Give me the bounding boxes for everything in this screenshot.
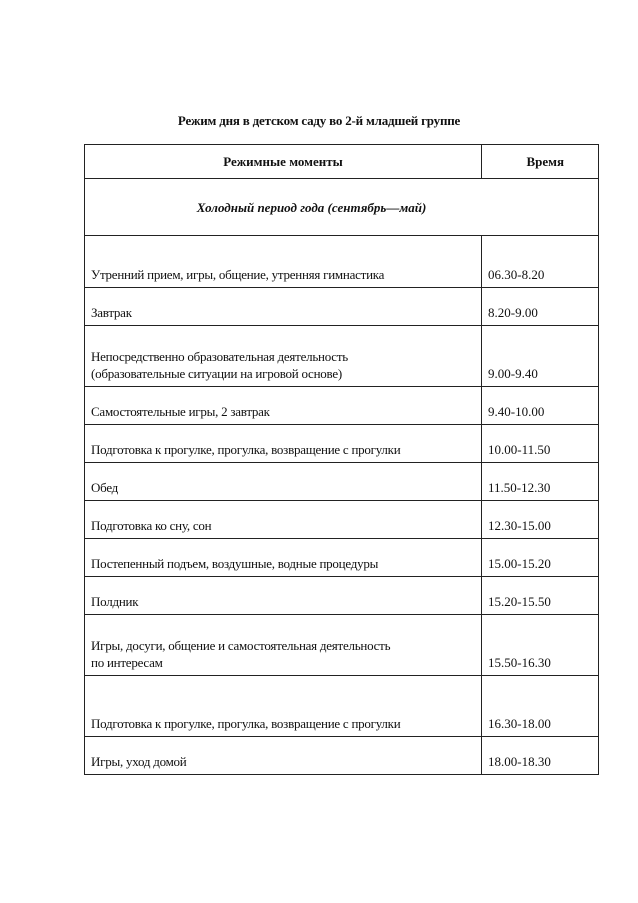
time-cell: 9.40-10.00 — [482, 387, 599, 425]
time-cell: 8.20-9.00 — [482, 288, 599, 326]
time-cell: 11.50-12.30 — [482, 463, 599, 501]
time-cell: 12.30-15.00 — [482, 501, 599, 539]
activity-cell: Самостоятельные игры, 2 завтрак — [85, 387, 482, 425]
activity-line: (образовательные ситуации на игровой основе) — [91, 366, 342, 381]
table-row — [85, 288, 599, 326]
activity-cell: Полдник — [85, 577, 482, 615]
activity-line: по интересам — [91, 655, 163, 670]
activity-cell: Подготовка ко сну, сон — [85, 501, 482, 539]
table-row — [85, 236, 599, 288]
table-row — [85, 326, 599, 387]
time-cell: 10.00-11.50 — [482, 425, 599, 463]
period-label: Холодный период года (сентябрь—май) — [85, 179, 599, 236]
time-cell: 15.00-15.20 — [482, 539, 599, 577]
table-row — [85, 425, 599, 463]
time-cell: 06.30-8.20 — [482, 236, 599, 288]
table-header-row — [85, 145, 599, 179]
activity-line: Непосредственно образовательная деятельность — [91, 349, 348, 364]
schedule-table — [84, 144, 599, 775]
time-cell: 9.00-9.40 — [482, 326, 599, 387]
table-row — [85, 615, 599, 676]
activity-cell: Подготовка к прогулке, прогулка, возвращение с прогулки — [85, 676, 482, 737]
column-header-time: Время — [482, 145, 599, 179]
table-row — [85, 387, 599, 425]
activity-cell: Подготовка к прогулке, прогулка, возвращение с прогулки — [85, 425, 482, 463]
activity-cell — [85, 326, 482, 387]
activity-cell — [85, 615, 482, 676]
time-cell: 16.30-18.00 — [482, 676, 599, 737]
table-row — [85, 501, 599, 539]
table-row — [85, 676, 599, 737]
activity-cell: Постепенный подъем, воздушные, водные процедуры — [85, 539, 482, 577]
time-cell: 18.00-18.30 — [482, 737, 599, 775]
column-header-activity: Режимные моменты — [85, 145, 482, 179]
table-row — [85, 539, 599, 577]
time-cell: 15.20-15.50 — [482, 577, 599, 615]
activity-cell: Обед — [85, 463, 482, 501]
time-cell: 15.50-16.30 — [482, 615, 599, 676]
activity-line: Игры, досуги, общение и самостоятельная деятельность — [91, 638, 391, 653]
table-row — [85, 463, 599, 501]
page-title: Режим дня в детском саду во 2-й младшей группе — [177, 113, 461, 128]
activity-cell: Утренний прием, игры, общение, утренняя гимнастика — [85, 236, 482, 288]
activity-cell: Игры, уход домой — [85, 737, 482, 775]
activity-cell: Завтрак — [85, 288, 482, 326]
table-row — [85, 737, 599, 775]
table-row — [85, 577, 599, 615]
period-row — [85, 179, 599, 236]
